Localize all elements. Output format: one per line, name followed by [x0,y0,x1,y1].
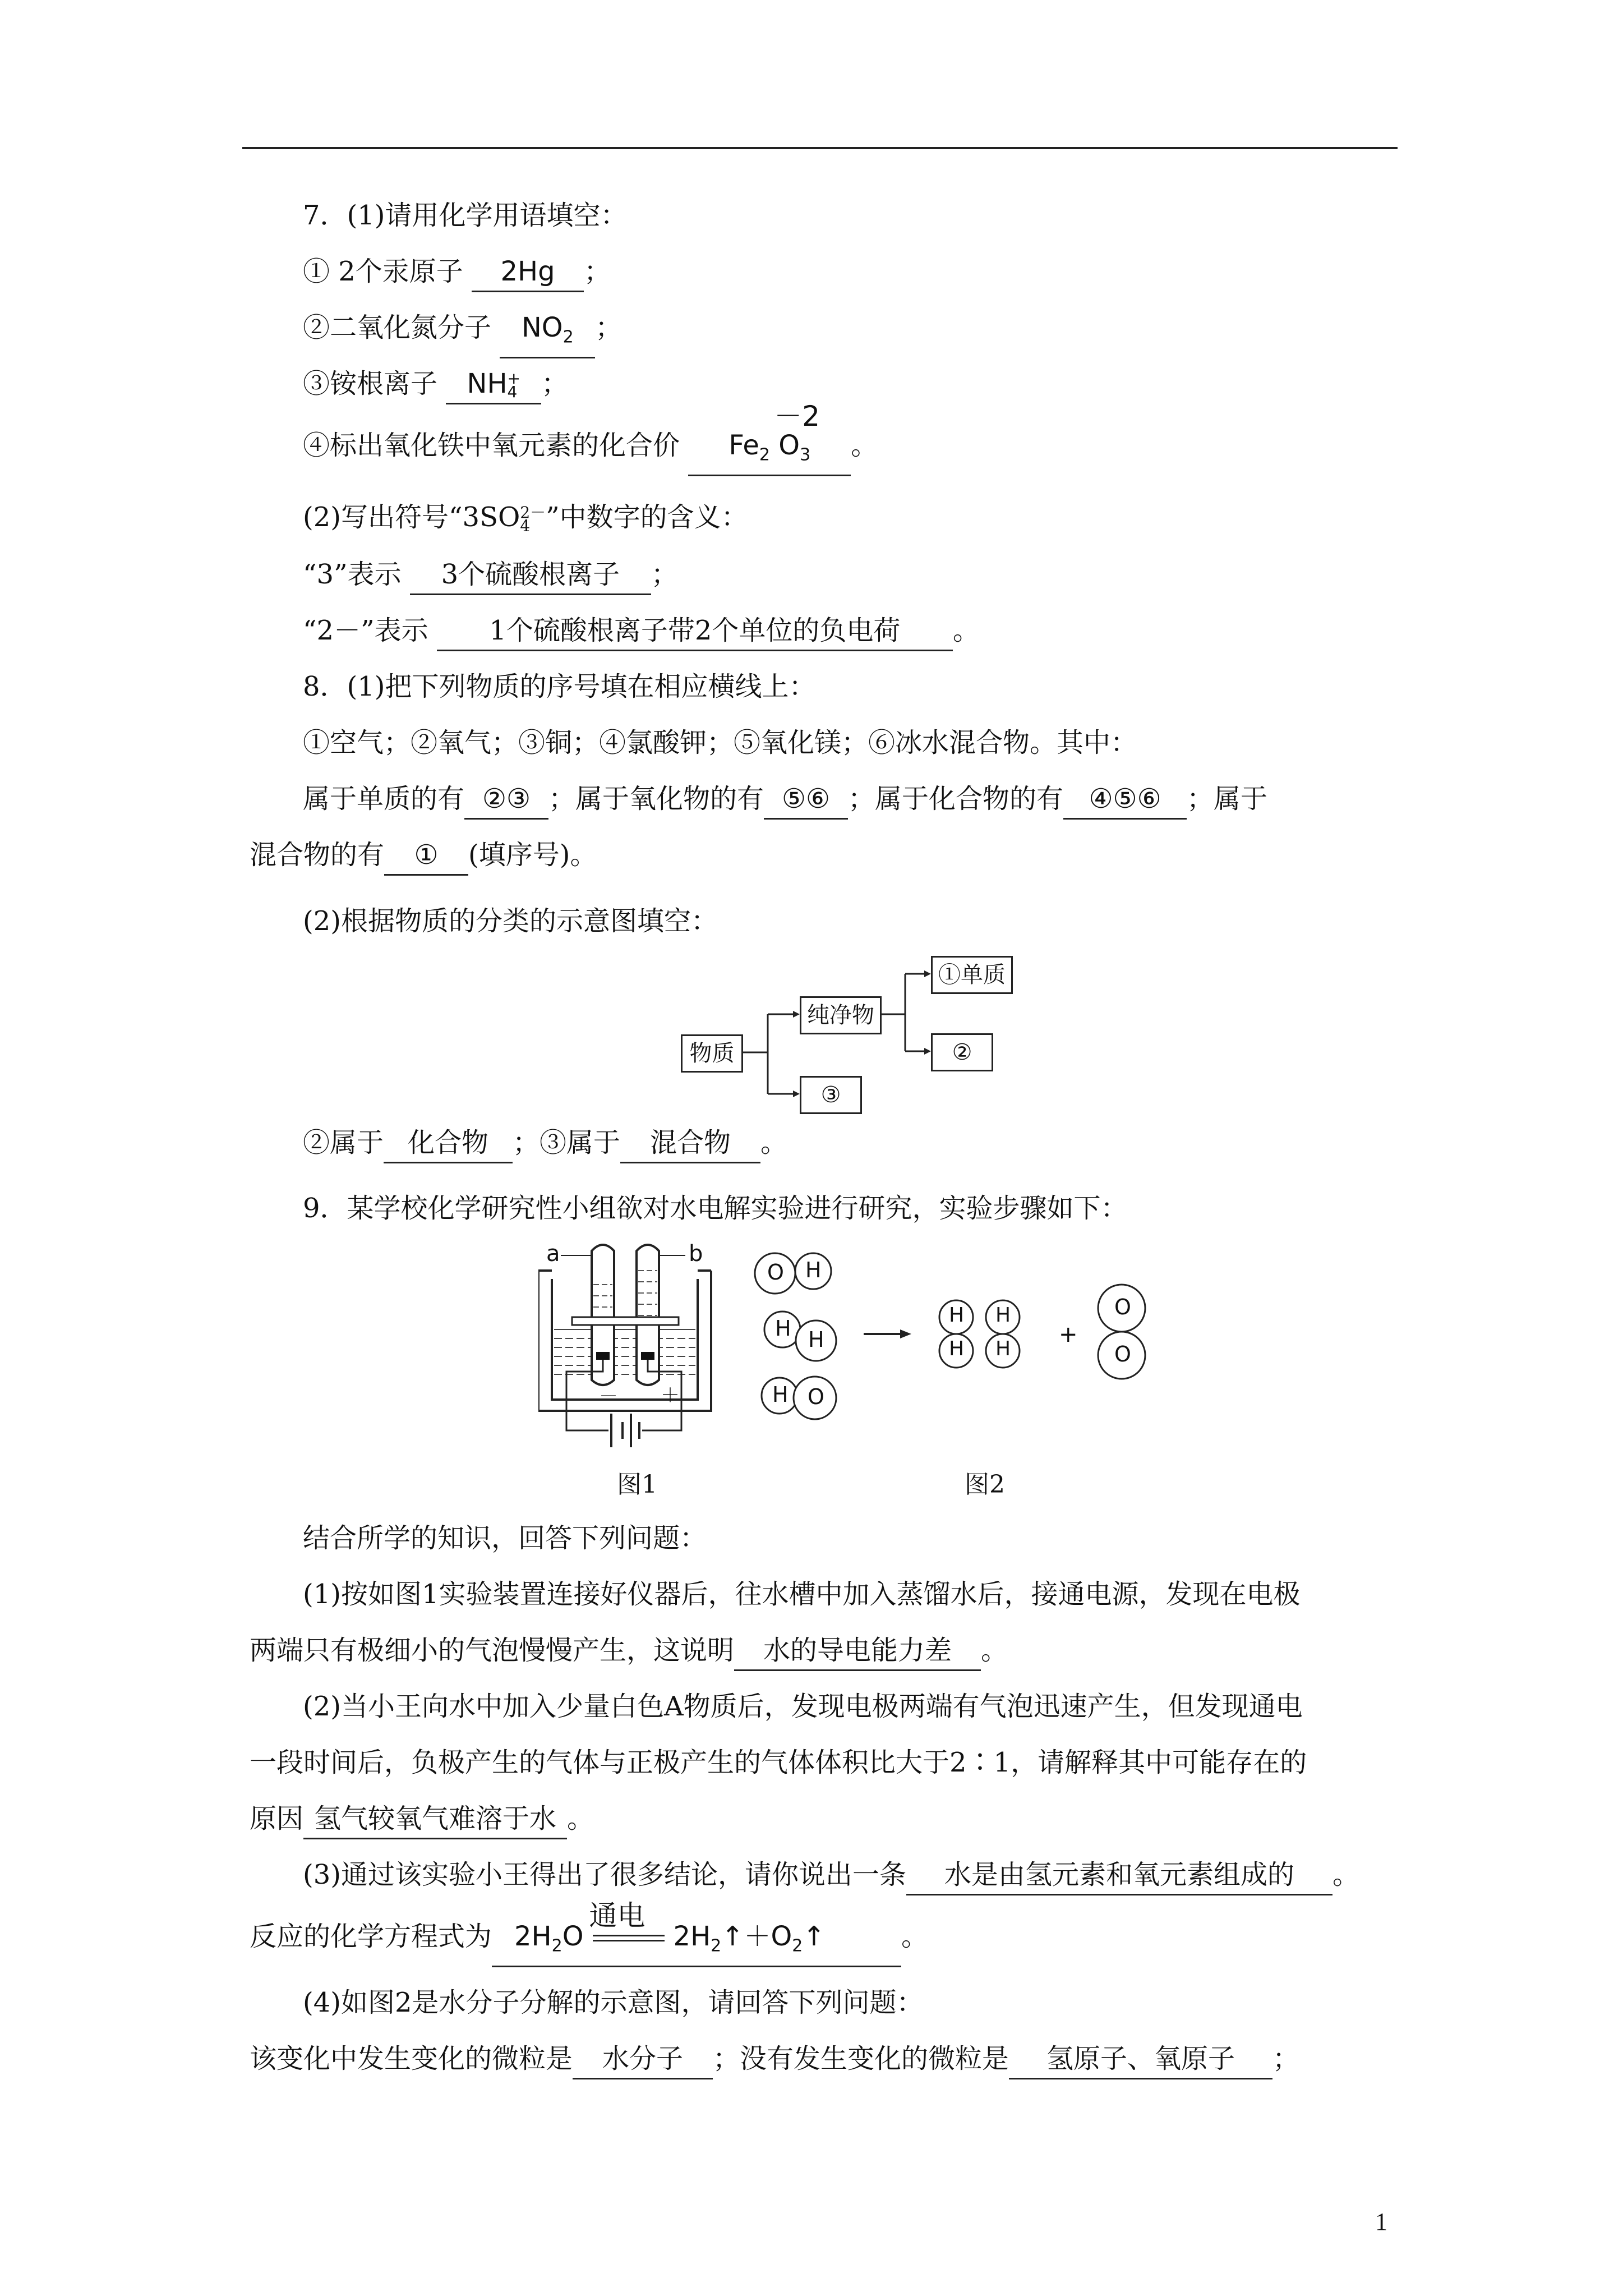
atom-o-2: O [808,1384,824,1409]
q9-equation-line: 反应的化学方程式为 $2H_2O$ 通电 $2H_2↑+O_2↑$ 。 [250,1918,928,1967]
box-mixture: ③ [800,1076,862,1114]
q8-diagram-answers: ②属于 化合物 ；③属于 混合物 。 [303,1125,787,1163]
figure-1-electrolysis-apparatus [538,1240,729,1453]
label-b: b [689,1241,703,1267]
q8-answer-mixture: ① [384,837,468,876]
electrolysis-apparatus-drawing [538,1240,729,1453]
q9-equation-answer: $2H_2O$ 通电 $2H_2↑+O_2↑$ [492,1918,901,1967]
q7-answer-3: NH + 4 [446,366,541,404]
q7-item-3: ③铵根离子 NH + 4 ； [303,366,568,404]
q8-mixture-line: 混合物的有 ① (填序号)。 [250,837,597,876]
q9-answer-1: 水的导电能力差 [734,1632,981,1671]
q9-p1-line2: 两端只有极细小的气泡慢慢产生，这说明 水的导电能力差 。 [250,1632,1008,1671]
q9-answer-changed-particle: 水分子 [573,2041,713,2079]
q9-title: 9．某学校化学研究性小组欲对水电解实验进行研究，实验步骤如下： [303,1193,1128,1224]
q7-answer-1: 2Hg [472,254,584,292]
q7-three-meaning: “3”表示 3个硫酸根离子 ； [303,556,678,595]
q7-title: 7．(1)请用化学用语填空： [303,200,628,231]
q7-answer-three: 3个硫酸根离子 [410,556,651,595]
q9-p4: (4)如图2是水分子分解的示意图，请回答下列问题： [303,1987,924,2018]
atom-h-2: H [775,1316,791,1341]
q9-p1-line1: (1)按如图1实验装置连接好仪器后，往水槽中加入蒸馏水后，接通电源，发现在电极 [303,1579,1301,1610]
figure-2-caption: 图2 [965,1470,1005,1499]
classification-diagram [681,953,1017,1110]
q8-answer-compound-box: 化合物 [384,1125,513,1163]
box-pure-substance: 纯净物 [800,996,882,1034]
atom-h-6: H [949,1337,965,1360]
q7-answer-two: 1个硫酸根离子带2个单位的负电荷 [437,613,953,651]
plus-sign: + [1059,1322,1078,1347]
atom-h-7: H [995,1304,1011,1327]
page-number: 1 [1375,2208,1387,2235]
q7-item-2: ②二氧化氮分子 $NO_2$ ； [303,310,622,358]
q8-title: 8．(1)把下列物质的序号填在相应横线上： [303,671,816,702]
atom-h-3: H [808,1327,824,1352]
q9-p3-line1: (3)通过该实验小王得出了很多结论，请你说出一条 水是由氢元素和氧元素组成的 。 [303,1857,1359,1895]
q9-answer-2: 氢气较氧气难溶于水 [303,1801,567,1839]
figure-1-caption: 图1 [617,1470,657,1499]
box-matter: 物质 [681,1034,743,1073]
q9-intro: 结合所学的知识，回答下列问题： [303,1522,707,1554]
box-compound: ② [931,1033,993,1071]
q9-p4-answers: 该变化中发生变化的微粒是 水分子 ；没有发生变化的微粒是 氢原子、氧原子 ； [250,2041,1299,2079]
q8-list: ①空气；②氧气；③铜；④氯酸钾；⑤氧化镁；⑥冰水混合物。其中： [303,727,1138,758]
atom-h-8: H [995,1337,1011,1360]
atom-h-1: H [805,1258,822,1282]
atom-o-4: O [1114,1342,1131,1366]
box-element: ①单质 [931,956,1013,994]
label-positive: ＋ [661,1384,680,1407]
figure-2-water-decomposition [751,1251,1166,1442]
q7-item-4: ④标出氧化铁中氧元素的化合价 $Fe_2$ O －2 $_3$ 。 [303,427,878,476]
q8-answer-mixture-box: 混合物 [620,1125,760,1163]
atom-o-3: O [1114,1295,1131,1319]
atom-h-4: H [772,1382,789,1407]
q9-p2-line3: 原因 氢气较氧气难溶于水 。 [250,1801,594,1839]
equation-condition: 通电 [589,1899,645,1932]
label-a: a [546,1241,560,1267]
q7-answer-4: $Fe_2$ O －2 $_3$ [688,427,851,476]
q9-p2-line1: (2)当小王向水中加入少量白色A物质后，发现电极两端有气泡迅速产生，但发现通电 [303,1691,1303,1722]
q9-answer-3: 水是由氢元素和氧元素组成的 [906,1857,1332,1895]
q9-answer-unchanged-particle: 氢原子、氧原子 [1009,2041,1272,2079]
header-rule [242,147,1398,149]
q8-part-2: (2)根据物质的分类的示意图填空： [303,905,718,937]
q9-p2-line2: 一段时间后，负极产生的气体与正极产生的气体体积比大于2∶1，请解释其中可能存在的 [250,1747,1307,1778]
q8-answer-compound: ④⑤⑥ [1063,781,1187,820]
q8-answer-element: ②③ [464,781,548,820]
label-negative: － [599,1386,618,1408]
q7-part-2: (2)写出符号“3SO 2－ 4 ”中数字的含义： [303,501,748,535]
atom-h-5: H [949,1304,965,1327]
q8-classify-line: 属于单质的有 ②③ ；属于氧化物的有 ⑤⑥ ；属于化合物的有 ④⑤⑥ ；属于 [303,781,1267,820]
atom-o-1: O [767,1260,784,1285]
q8-answer-oxide: ⑤⑥ [764,781,848,820]
q7-answer-2: $NO_2$ [500,310,595,358]
q7-two-meaning: “2－”表示 1个硫酸根离子带2个单位的负电荷 。 [303,613,980,651]
q7-item-1: ① 2个汞原子 2Hg ； [303,254,611,292]
